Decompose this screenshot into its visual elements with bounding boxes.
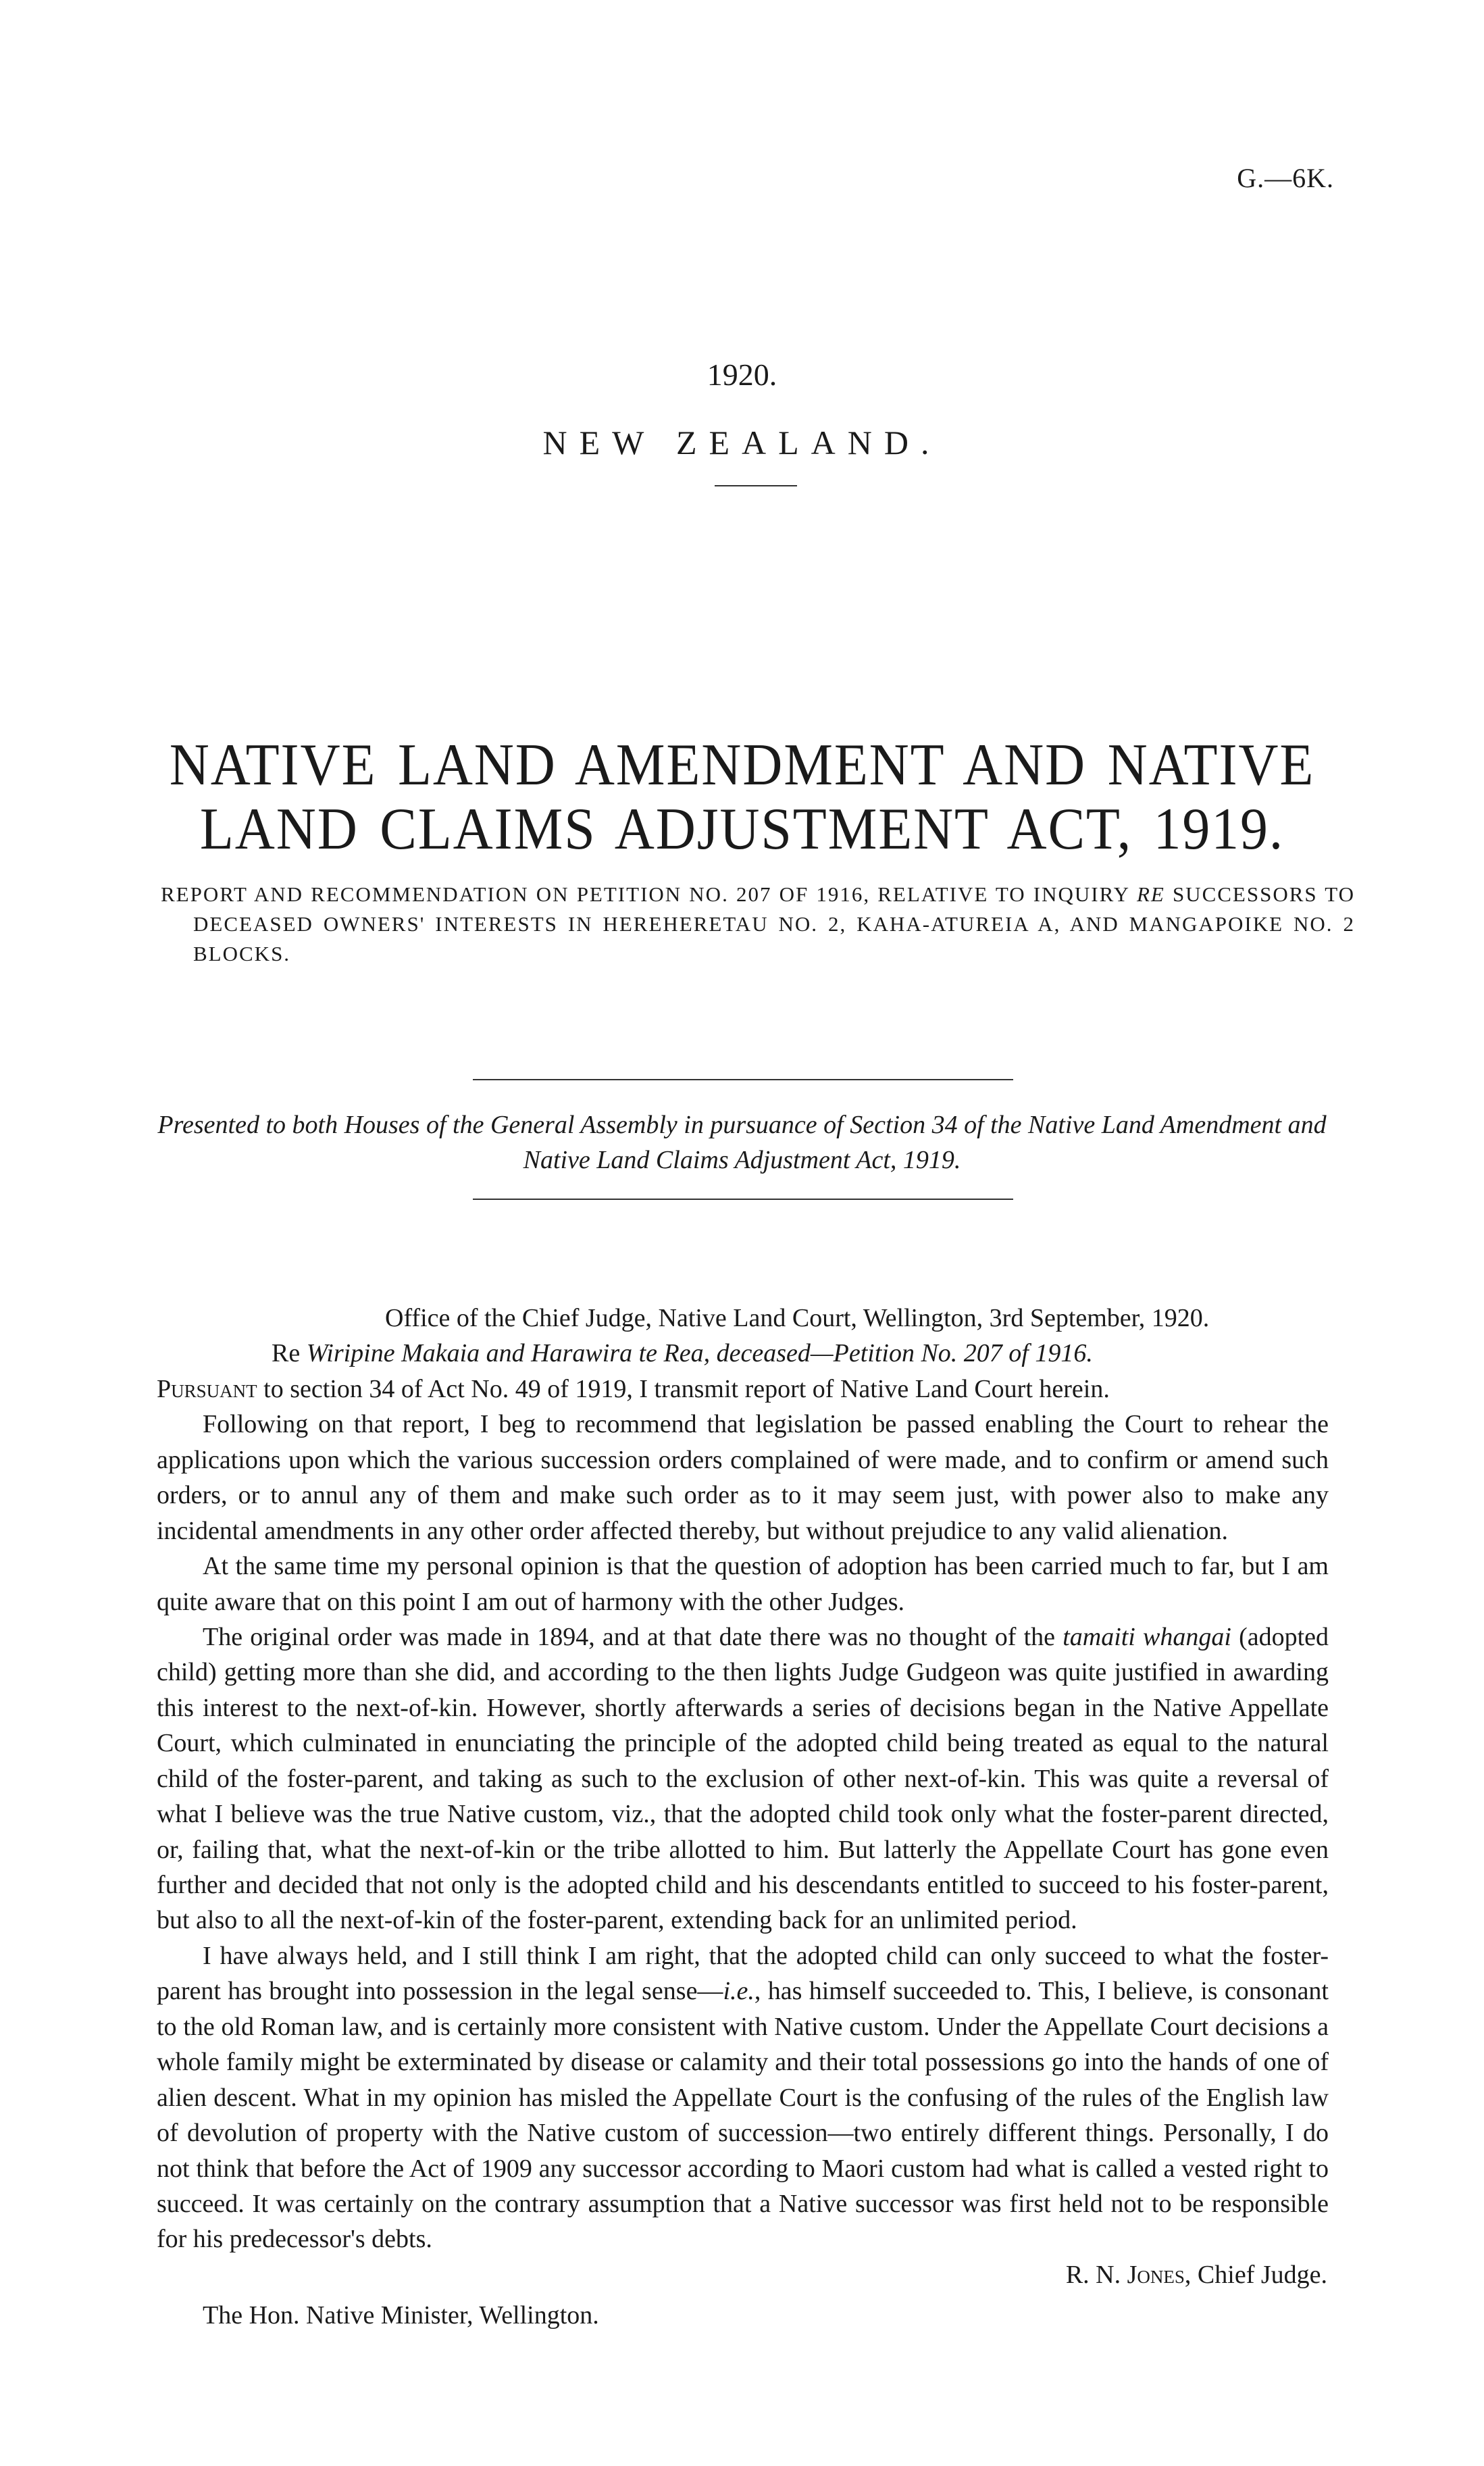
paragraph-1 [157, 1372, 1329, 1407]
re-prefix: Re [272, 1339, 307, 1368]
paragraph-5-text-a: I have always held, and I still think I am right, that the adopted child can only succeed to what the foster-parent has brought into possession in the legal sense— [157, 1941, 1329, 2006]
document-reference: G.—6K. [1237, 163, 1334, 193]
paragraph-5-text-b: , has himself succeeded to. This, I believe, is consonant to the old Roman law, and is certainly more consistent with Native custom. Under the Appellate Court decisions a whole family might be exterminated by disease or calamity and their total possessions go into the hands of one of alien descent. What in my opinion has misled the Appellate Court is the confusing of the rules of the English law of devolution of property with the Native custom of succession—two entirely different things. Personally, I do not think that before the Act of 1909 any successor according to Maori custom had what is called a vested right to succeed. It was certainly on the contrary assumption that a Native successor was first held not to be responsible for his predecessor's debts. [157, 1977, 1329, 2254]
paragraph-1-text: to section 34 of Act No. 49 of 1919, I transmit report of Native Land Court herein. [257, 1374, 1110, 1403]
divider-short [715, 485, 797, 486]
subtitle-text-start: REPORT AND RECOMMENDATION ON PETITION NO. 207 OF 1916, RELATIVE TO INQUIRY [161, 882, 1137, 906]
addressee: The Hon. Native Minister, Wellington. [203, 2301, 599, 2330]
letter-body [157, 1301, 1329, 2334]
divider-bottom [473, 1199, 1013, 1200]
paragraph-4-italic: tamaiti whangai [1063, 1622, 1231, 1651]
country-heading: NEW ZEALAND. [542, 424, 942, 461]
paragraph-4-text-a: The original order was made in 1894, and at that date there was no thought of the [203, 1622, 1063, 1651]
re-subject: Wiripine Makaia and Harawira te Rea, deceased—Petition No. 207 of 1916. [306, 1339, 1093, 1368]
divider-top [473, 1079, 1013, 1080]
paragraph-3: At the same time my personal opinion is that the question of adoption has been carried much to far, but I am quite aware that on this point I am out of harmony with the other Judges. [157, 1552, 1329, 1616]
signature-name: R. N. Jones [1065, 2260, 1185, 2289]
presentation-note: Presented to both Houses of the General Assembly in pursuance of Section 34 of the Native Land Amendment and Native Land Claims Adjustment Act, 1919. [157, 1111, 1327, 1174]
paragraph-5-italic: i.e. [723, 1977, 754, 2006]
subtitle-re: RE [1136, 882, 1165, 906]
subtitle-text-end: SUCCESSORS TO DECEASED OWNERS' INTERESTS IN HEREHERETAU NO. 2, KAHA-ATUREIA A, AND MANGAPOIKE NO. 2 BLOCKS. [193, 882, 1355, 966]
office-line: Office of the Chief Judge, Native Land Court, Wellington, 3rd September, 1920. [385, 1304, 1210, 1332]
document-subtitle [161, 880, 1355, 969]
paragraph-5 [157, 1938, 1329, 2257]
signature-title: , Chief Judge. [1184, 2260, 1327, 2289]
paragraph-1-lead: Pursuant [157, 1374, 257, 1403]
signature [157, 2257, 1329, 2292]
paragraph-4 [157, 1619, 1329, 1938]
document-title: NATIVE LAND AMENDMENT AND NATIVE LAND CLAIMS ADJUSTMENT ACT, 1919. [169, 732, 1315, 863]
publication-year: 1920. [707, 357, 777, 392]
re-line [157, 1336, 1329, 1371]
paragraph-4-text-b: (adopted child) getting more than she did, and according to the then lights Judge Gudgeon was quite justified in awarding this interest to the next-of-kin. However, shortly afterwards a series of decisions began in the Native Appellate Court, which culminated in enunciating the principle of the adopted child being treated as equal to the natural child of the foster-parent, and taking as such to the exclusion of other next-of-kin. This was quite a reversal of what I believe was the true Native custom, viz., that the adopted child took only what the foster-parent directed, or, failing that, what the next-of-kin or the tribe allotted to him. But latterly the Appellate Court has gone even further and decided that not only is the adopted child and his descendants entitled to succeed to his foster-parent, but also to all the next-of-kin of the foster-parent, extending back for an unlimited period. [157, 1622, 1329, 1935]
paragraph-2: Following on that report, I beg to recommend that legislation be passed enabling the Court to rehear the applications upon which the various succession orders complained of were made, and to confirm or amend such orders, or to annul any of them and make such order as to it may seem just, with power also to make any incidental amendments in any other order affected thereby, but without prejudice to any valid alienation. [157, 1410, 1329, 1545]
